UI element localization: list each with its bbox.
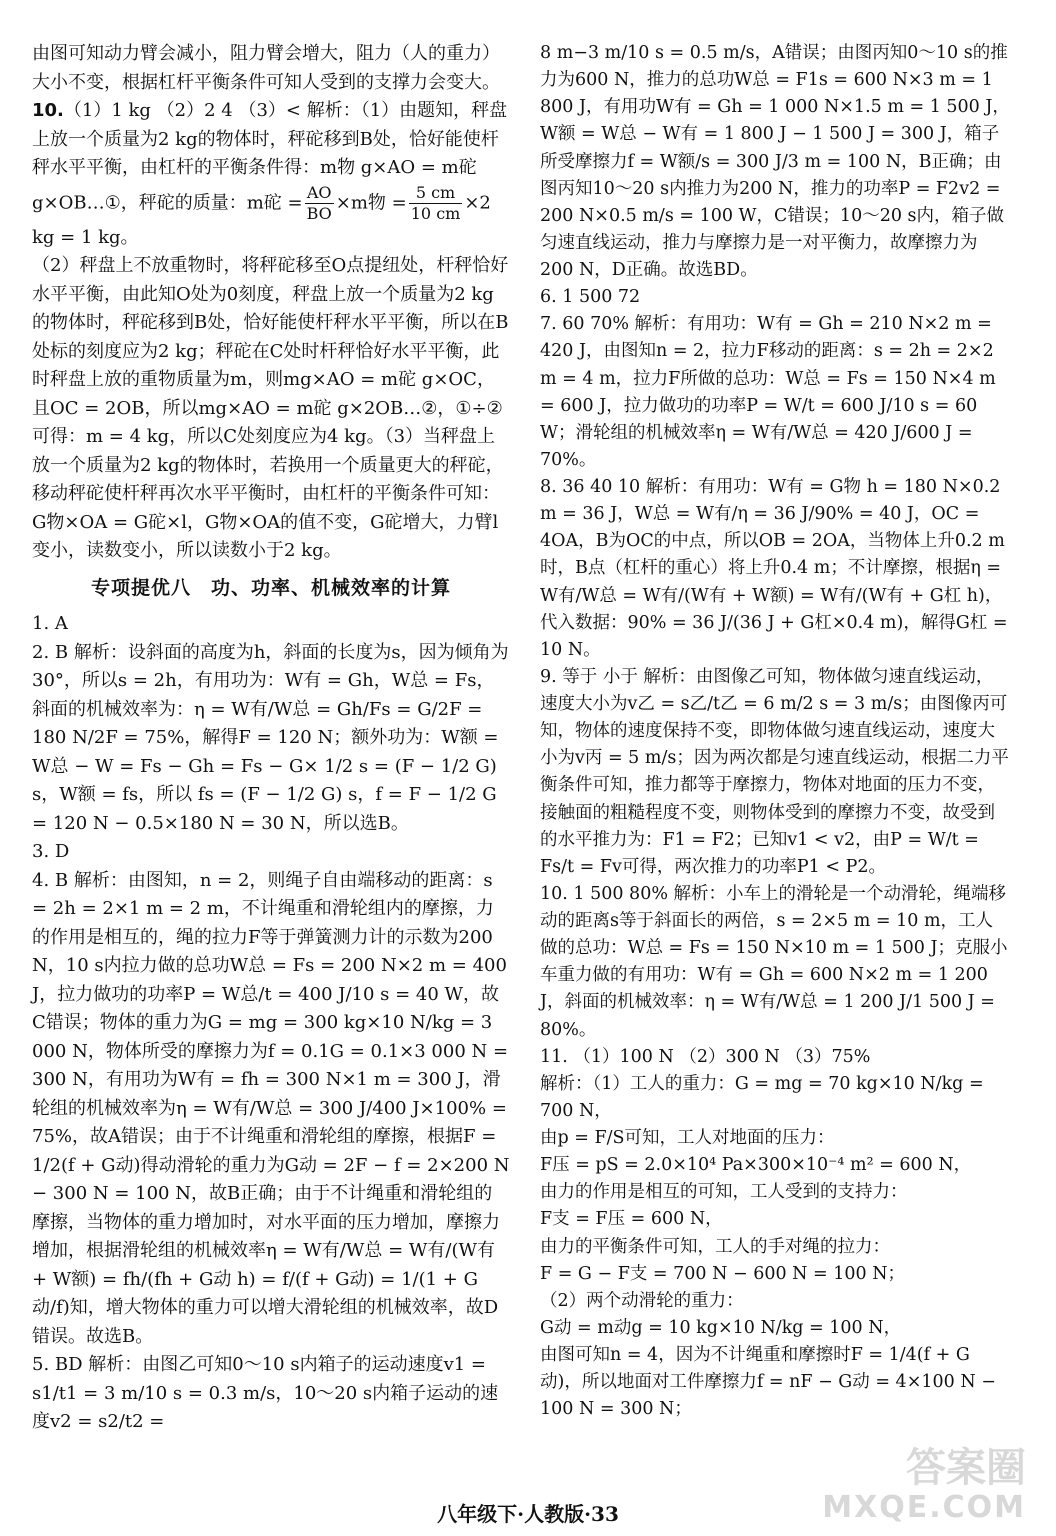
left-column [32, 40, 516, 1437]
q6-answer: 6. 1 500 72 [540, 287, 641, 308]
q2-answer: 2. B 解析：设斜面的高度为h，斜面的长度为s，因为倾角为30°，所以s = 2h，有用功为：W有 = Gh，W总 = Fs，斜面的机械效率为：η = W有/W总 = Gh/Fs = G/2F = 180 N/2F = 75%，解得F = 120 N；额外功为：W额 = W总 − W = Fs − Gh = Fs − G× 1/2 s = (F − 1/2 G) s，W额 = fs，所以 fs = (F − 1/2 G) s，f = F − 1/2 G = 120 N − 0.5×180 N = 30 N，所以选B。 [32, 641, 509, 834]
q10-part-d: （2）秤盘上不放重物时，将秤砣移至O点提纽处，杆秤恰好水平平衡，由此知O处为0刻度，秤盘上放一个质量为2 kg的物体时，秤砣移到B处，恰好能使杆秤水平平衡，所以在B处标的刻度应为2 kg；秤砣在C处时杆秤恰好水平平衡，此时秤盘上放的重物质量为m，则mg×AO = m砣 g×OC，且OC = 2OB，所以mg×AO = m砣 g×2OB…②，①÷②可得：m = 4 kg，所以C处刻度应为4 kg。（3）当秤盘上放一个质量为2 kg的物体时，若换用一个质量更大的秤砣，移动秤砣使杆秤再次水平平衡时，由杠杆的平衡条件可知：G物×OA = G砣×l，G物×OA的值不变，G砣增大，力臂l变小，读数变小，所以读数小于2 kg。 [32, 255, 509, 561]
q10-part-b: ×m物 = [335, 192, 407, 213]
right-column [540, 40, 1014, 1423]
section-title: 专项提优八 功、功率、机械效率的计算 [90, 576, 451, 599]
q11-line-5: F支 = F压 = 600 N， [540, 1209, 723, 1230]
q11-line-2: 由p = F/S可知，工人对地面的压力： [540, 1128, 835, 1148]
q5-continued: 8 m−3 m/10 s = 0.5 m/s，A错误；由图丙知0～10 s的推力为600 N，推力的总功W总 = F1s = 600 N×3 m = 1 800 J，有用功W有 = Gh = 1 000 N×1.5 m = 1 500 J，W额 = W总 − W有 = 1 800 J − 1 500 J = 300 J，箱子所受摩擦力f = W额/s = 300 J/3 m = 100 N，B正确；由图丙知10～20 s内推力为200 N，推力的功率P = F2v2 = 200 N×0.5 m/s = 100 W，C错误；10～20 s内，箱子做匀速直线运动，推力与摩擦力是一对平衡力，故摩擦力为200 N，D正确。故选BD。 [540, 43, 1010, 280]
q11-header: 11. （1）100 N （2）300 N （3）75% [540, 1046, 871, 1067]
q11-line-10: 由图可知n = 4，因为不计绳重和摩擦时F = 1/4(f + G动)，所以地面对工件摩擦力f = nF − G动 = 4×100 N − 100 N = 300 N； [540, 1345, 1002, 1420]
q1-answer: 1. A [32, 613, 68, 634]
q10-left [32, 97, 510, 252]
q11-line-4: 由力的作用是相互的可知，工人受到的支持力： [540, 1182, 908, 1203]
q5-answer: 5. BD 解析：由图乙可知0～10 s内箱子的运动速度v1 = s1/t1 = 3 m/10 s = 0.3 m/s，10～20 s内箱子运动的速度v2 = s2/t2 = [32, 1354, 499, 1432]
q3-answer: 3. D [32, 841, 70, 862]
intro-paragraph: 由图可知动力臂会减小，阻力臂会增大，阻力（人的重力）大小不变，根据杠杆平衡条件可知人受到的支撑力会变大。 [32, 43, 500, 93]
q10-part-c: ×2 kg = 1 kg。 [32, 192, 497, 248]
q10-fraction-1: $\frac{AO}{BO}$ [306, 182, 332, 223]
q10-right-answer: 10. 1 500 80% 解析：小车上的滑轮是一个动滑轮，绳端移动的距离s等于斜面长的两倍，s = 2×5 m = 10 m，工人做的总功：W总 = Fs = 150 N×10 m = 1 500 J；克服小车重力做的有用功：W有 = Gh = 600 N×2 m = 1 200 J，斜面的机械效率：η = W有/W总 = 1 200 J/1 500 J = 80%。 [540, 883, 1008, 1040]
q7-answer: 7. 60 70% 解析：有用功：W有 = Gh = 210 N×2 m = 420 J，由图知n = 2，拉力F移动的距离：s = 2h = 2×2 m = 4 m，拉力F所做的总功：W总 = Fs = 150 N×4 m = 600 J，拉力做功的功率P = W/t = 600 J/10 s = 60 W；滑轮组的机械效率η = W有/W总 = 420 J/600 J = 70%。 [540, 314, 1002, 470]
q11-line-1: 解析：（1）工人的重力：G = mg = 70 kg×10 N/kg = 700 N， [540, 1073, 990, 1121]
q8-answer: 8. 36 40 10 解析：有用功：W有 = G物 h = 180 N×0.2 m = 36 J，W总 = W有/η = 36 J/90% = 40 J，OC = 4OA，B为OC的中点，所以OB = 2OA，当物体上升0.2 m时，B点（杠杆的重心）将上升0.4 m；不计摩擦，根据η = W有/W总 = W有/(W有 + W额) = W有/(W有 + G杠 h)，代入数据：90% = 36 J/(36 J + G杠×0.4 m)，解得G杠 = 10 N。 [540, 477, 1014, 660]
q11-line-9: G动 = m动g = 10 kg×10 N/kg = 100 N， [540, 1317, 902, 1338]
page-footer: 八年级下·人教版·33 [437, 1502, 619, 1526]
q11-line-7: F = G − F支 = 700 N − 600 N = 100 N； [540, 1263, 906, 1284]
q11-line-6: 由力的平衡条件可知，工人的手对绳的拉力： [540, 1236, 890, 1257]
q10-number: 10. [32, 100, 64, 121]
q10-fraction-2: $\frac{5 cm}{10 cm}$ [410, 182, 461, 223]
q9-answer: 9. 等于 小于 解析：由图像乙可知，物体做匀速直线运动，速度大小为v乙 = s乙/t乙 = 6 m/2 s = 3 m/s；由图像丙可知，物体的速度保持不变，即物体做匀速直线运动，速度大小为v丙 = 5 m/s；因为两次都是匀速直线运动，根据二力平衡条件可知，推力都等于摩擦力，物体对地面的压力不变，接触面的粗糙程度不变，则物体受到的摩擦力不变，故受到的水平推力为：F1 = F2；已知v1 < v2，由P = W/t = Fs/t = Fv可得，两次推力的功率P1 < P2。 [540, 666, 1009, 877]
watermark-title: 答案圈 [906, 1445, 1026, 1491]
q4-answer: 4. B 解析：由图知，n = 2，则绳子自由端移动的距离：s = 2h = 2×1 m = 2 m，不计绳重和滑轮组内的摩擦，力的作用是相互的，绳的拉力F等于弹簧测力计的示数为200 N，10 s内拉力做的总功W总 = Fs = 200 N×2 m = 400 J，拉力做功的功率P = W总/t = 400 J/10 s = 40 W，故C错误；物体的重力为G = mg = 300 kg×10 N/kg = 3 000 N，物体所受的摩擦力为f = 0.1G = 0.1×3 000 N = 300 N，有用功为W有 = fh = 300 N×1 m = 300 J，滑轮组的机械效率为η = W有/W总 = 300 J/400 J×100% = 75%，故A错误；由于不计绳重和滑轮组的摩擦，根据F = 1/2(f + G动)得动滑轮的重力为G动 = 2F − f = 2×200 N − 300 N = 100 N，故B正确；由于不计绳重和滑轮组的摩擦，当物体的重力增加时，对水平面的压力增加，摩擦力增加，根据滑轮组的机械效率η = W有/W总 = W有/(W有 + W额) = fh/(fh + G动 h) = f/(f + G动) = 1/(1 + G动/f)知，增大物体的重力可以增大滑轮组的机械效率，故D错误。故选B。 [32, 869, 516, 1347]
q11-line-3: F压 = pS = 2.0×10⁴ Pa×300×10⁻⁴ m² = 600 N， [540, 1155, 972, 1176]
q11-line-8: （2）两个动滑轮的重力： [540, 1290, 744, 1311]
watermark-url: MXQE.COM [822, 1490, 1026, 1525]
q10-part-a: （1）1 kg （2）2 4 （3）< 解析：（1）由题知，秤盘上放一个质量为2 kg的物体时，秤砣移到B处，恰好能使杆秤水平平衡，由杠杆的平衡条件得：m物 g×AO = m砣 g×OB…①，秤砣的质量：m砣 = [32, 100, 508, 213]
